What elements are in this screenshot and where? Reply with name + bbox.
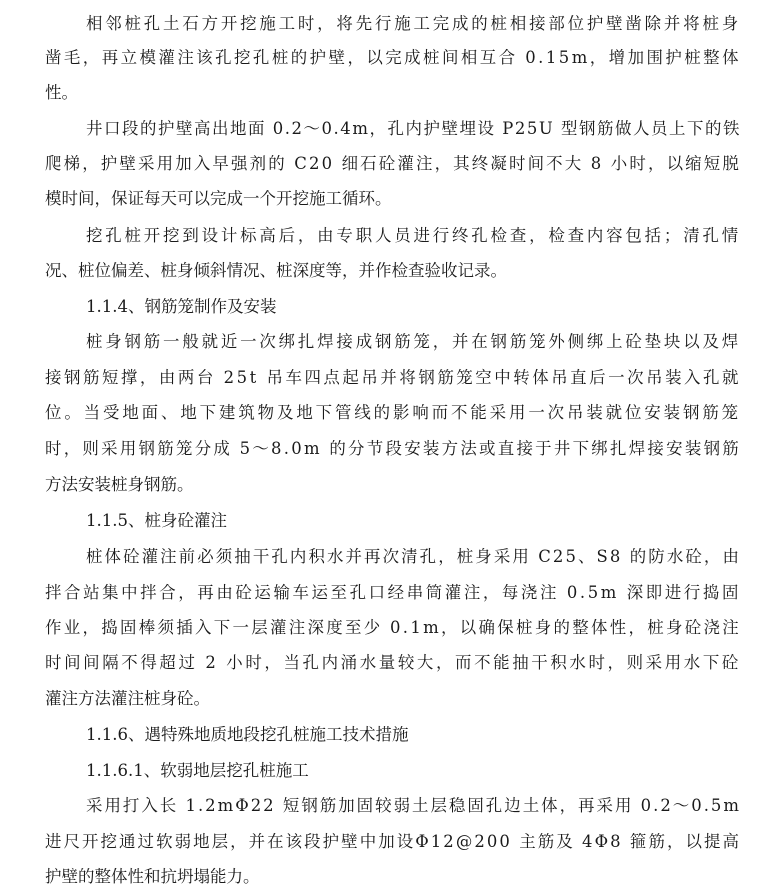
line-text: 性。 xyxy=(45,83,78,102)
line-text: 1.1.4、钢筋笼制作及安装 xyxy=(86,297,277,316)
text-line-24 xyxy=(0,825,781,859)
line-text: 桩身钢筋一般就近一次绑扎焊接成钢筋笼，并在钢筋笼外侧绑上砼垫块以及焊 xyxy=(86,332,741,351)
text-line-11 xyxy=(0,361,781,395)
text-line-6 xyxy=(0,182,781,216)
line-text: 作业，捣固棒须插入下一层灌注深度至少 0.1m，以确保桩身的整体性，桩身砼浇注 xyxy=(45,618,741,637)
line-text: 1.1.5、桩身砼灌注 xyxy=(86,511,227,530)
line-text: 灌注方法灌注桩身砼。 xyxy=(45,689,210,708)
section-heading-1-1-6 xyxy=(0,718,781,752)
text-line-12 xyxy=(0,396,781,430)
line-text: 模时间，保证每天可以完成一个开挖施工循环。 xyxy=(45,189,392,208)
line-text: 挖孔桩开挖到设计标高后，由专职人员进行终孔检查，检查内容包括；清孔情 xyxy=(86,226,741,245)
text-line-14 xyxy=(0,468,781,502)
text-line-19 xyxy=(0,646,781,680)
line-text: 时，则采用钢筋笼分成 5～8.0m 的分节段安装方法或直接于井下绑扎焊接安装钢筋 xyxy=(45,439,741,458)
line-text: 护壁的整体性和抗坍塌能力。 xyxy=(45,867,260,886)
text-line-10 xyxy=(0,325,781,359)
line-text: 井口段的护壁高出地面 0.2～0.4m，孔内护壁埋设 P25U 型钢筋做人员上下的铁 xyxy=(86,119,741,138)
text-line-18 xyxy=(0,611,781,645)
line-text: 进尺开挖通过软弱地层，并在该段护壁中加设Φ12@200 主筋及 4Φ8 箍筋，以提高 xyxy=(45,832,741,851)
section-heading-1-1-6-1 xyxy=(0,754,781,788)
line-text: 凿毛，再立模灌注该孔挖孔桩的护壁，以完成桩间相互合 0.15m，增加围护桩整体 xyxy=(45,48,741,67)
line-text: 1.1.6.1、软弱地层挖孔桩施工 xyxy=(86,761,309,780)
text-line-3 xyxy=(0,76,781,110)
line-text: 爬梯，护壁采用加入早强剂的 C20 细石砼灌注，其终凝时间不大 8 小时，以缩短脱 xyxy=(45,154,741,173)
line-text: 位。当受地面、地下建筑物及地下管线的影响而不能采用一次吊装就位安装钢筋笼 xyxy=(45,403,741,422)
section-heading-1-1-5 xyxy=(0,504,781,538)
line-text: 拌合站集中拌合，再由砼运输车运至孔口经串筒灌注，每浇注 0.5m 深即进行捣固 xyxy=(45,583,741,602)
line-text: 桩体砼灌注前必须抽干孔内积水并再次清孔，桩身采用 C25、S8 的防水砼，由 xyxy=(86,547,741,566)
text-line-4 xyxy=(0,112,781,146)
text-line-13 xyxy=(0,432,781,466)
text-line-5 xyxy=(0,147,781,181)
text-line-17 xyxy=(0,576,781,610)
text-line-25 xyxy=(0,860,781,894)
text-line-16 xyxy=(0,540,781,574)
line-text: 采用打入长 1.2mΦ22 短钢筋加固较弱土层稳固孔边土体，再采用 0.2～0.5m xyxy=(86,796,741,815)
text-line-23 xyxy=(0,789,781,823)
text-line-2 xyxy=(0,41,781,75)
line-text: 时间间隔不得超过 2 小时，当孔内涌水量较大，而不能抽干积水时，则采用水下砼 xyxy=(45,653,741,672)
text-line-8 xyxy=(0,254,781,288)
line-text: 相邻桩孔土石方开挖施工时，将先行施工完成的桩相接部位护壁凿除并将桩身 xyxy=(86,14,741,33)
line-text: 方法安装桩身钢筋。 xyxy=(45,475,194,494)
line-text: 接钢筋短撑，由两台 25t 吊车四点起吊并将钢筋笼空中转体吊直后一次吊装入孔就 xyxy=(45,368,741,387)
section-heading-1-1-4 xyxy=(0,290,781,324)
text-line-1 xyxy=(0,7,781,41)
line-text: 况、桩位偏差、桩身倾斜情况、桩深度等，并作检查验收记录。 xyxy=(45,261,507,280)
line-text: 1.1.6、遇特殊地质地段挖孔桩施工技术措施 xyxy=(86,725,409,744)
text-line-20 xyxy=(0,682,781,716)
text-line-7 xyxy=(0,219,781,253)
